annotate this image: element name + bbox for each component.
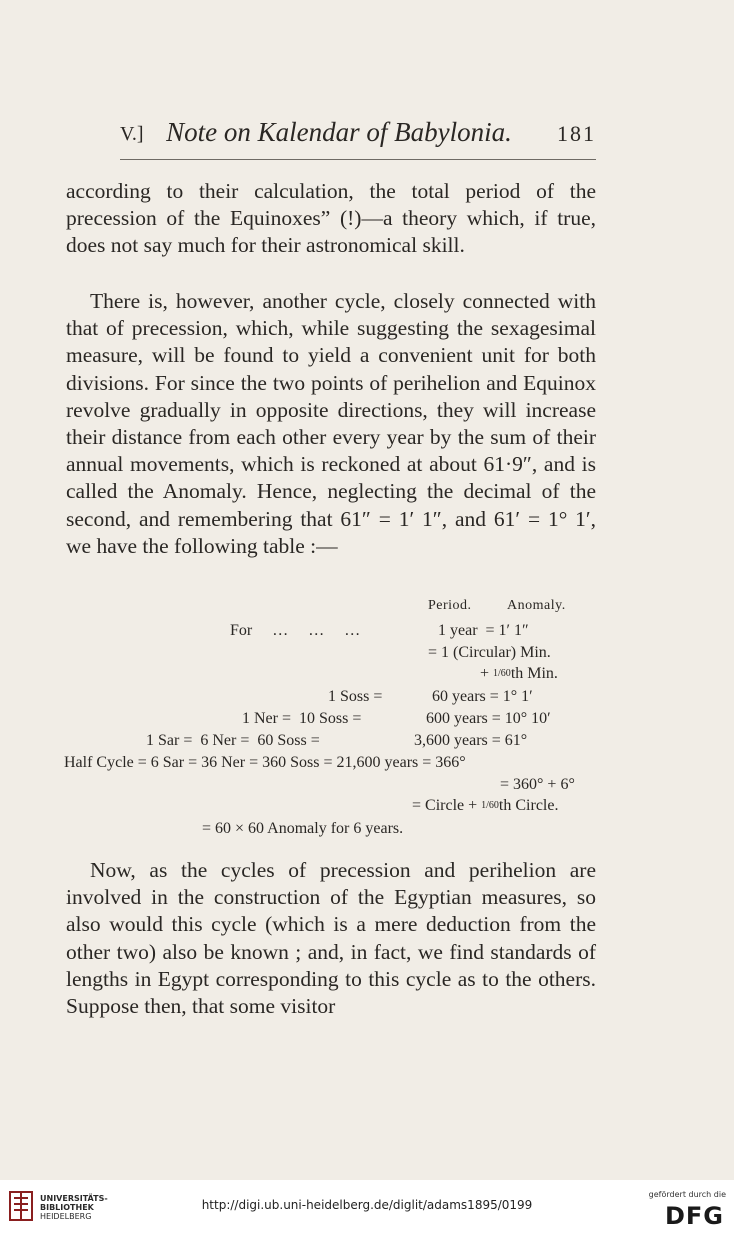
row-sar-right: 3,600 years = 61° xyxy=(414,732,528,749)
row-circular-min: = 1 (Circular) Min. xyxy=(428,644,551,661)
row-degrees: = 360° + 6° xyxy=(500,776,575,793)
permalink-url[interactable]: http://digi.ub.uni-heidelberg.de/diglit/adams1895/0199 xyxy=(201,1198,533,1212)
page-number: 181 xyxy=(557,121,596,146)
paragraph-2: There is, however, another cycle, closely connected with that of precession, which, while suggesting the sexagesimal measure, will be found to yield a convenient unit for both divisions. For since the two points of perihelion and Equinox revolve gradually in opposite directions, they will increase their distance from each other every year by the sum of their annual movements, which is reckoned at about 61·9″, and is called the Anomaly. Hence, neglecting the decimal of the second, and remembering that 61″ = 1′ 1″, and 61′ = 1° 1′, we have the following table :— xyxy=(66,289,596,558)
funded-by-label: gefördert durch die xyxy=(648,1190,726,1199)
row-circle: = Circle + 1/60th Circle. xyxy=(412,797,559,814)
fraction: 1/60 xyxy=(493,668,511,679)
row-ner-left: 1 Ner = 10 Soss = xyxy=(242,710,362,727)
paragraph-3: Now, as the cycles of precession and perihelion are involved in the construction of the Egyptian measures, so also would this cycle (which is a mere deduction from the other two) also be known ; and, in fact, we find standards of lengths in Egypt corresponding to this cycle as to the others. Suppose then, that some visitor xyxy=(66,858,596,1019)
section-number: V.] xyxy=(120,123,144,145)
digitization-footer xyxy=(0,1180,734,1236)
row-sixty-anomaly: = 60 × 60 Anomaly for 6 years. xyxy=(202,820,404,837)
row-for-value: 1 year = 1′ 1″ xyxy=(438,622,529,639)
header-anomaly: Anomaly. xyxy=(507,598,566,613)
row-soss-left: 1 Soss = xyxy=(328,688,383,705)
row-ner-right: 600 years = 10° 10′ xyxy=(426,710,551,727)
row-half-cycle: Half Cycle = 6 Sar = 36 Ner = 360 Soss = 21,600 years = 366° xyxy=(64,754,466,771)
row-for-label: For … … … xyxy=(230,622,361,639)
fraction: 1/60 xyxy=(481,800,499,811)
row-soss-right: 60 years = 1° 1′ xyxy=(432,688,533,705)
row-sar-left: 1 Sar = 6 Ner = 60 Soss = xyxy=(146,732,320,749)
university-library-name: UNIVERSITÄTS- BIBLIOTHEK HEIDELBERG xyxy=(40,1194,108,1221)
dfg-logo: DFG xyxy=(664,1202,724,1230)
row-sixtieth-min: + 1/60th Min. xyxy=(480,665,558,682)
running-title: Note on Kalendar of Babylonia. xyxy=(166,117,512,147)
header-period: Period. xyxy=(428,598,472,613)
paragraph-1: according to their calculation, the total period of the precession of the Equinoxes” (!)—a theory which, if true, does not say much for their astronomical skill. xyxy=(66,179,596,258)
